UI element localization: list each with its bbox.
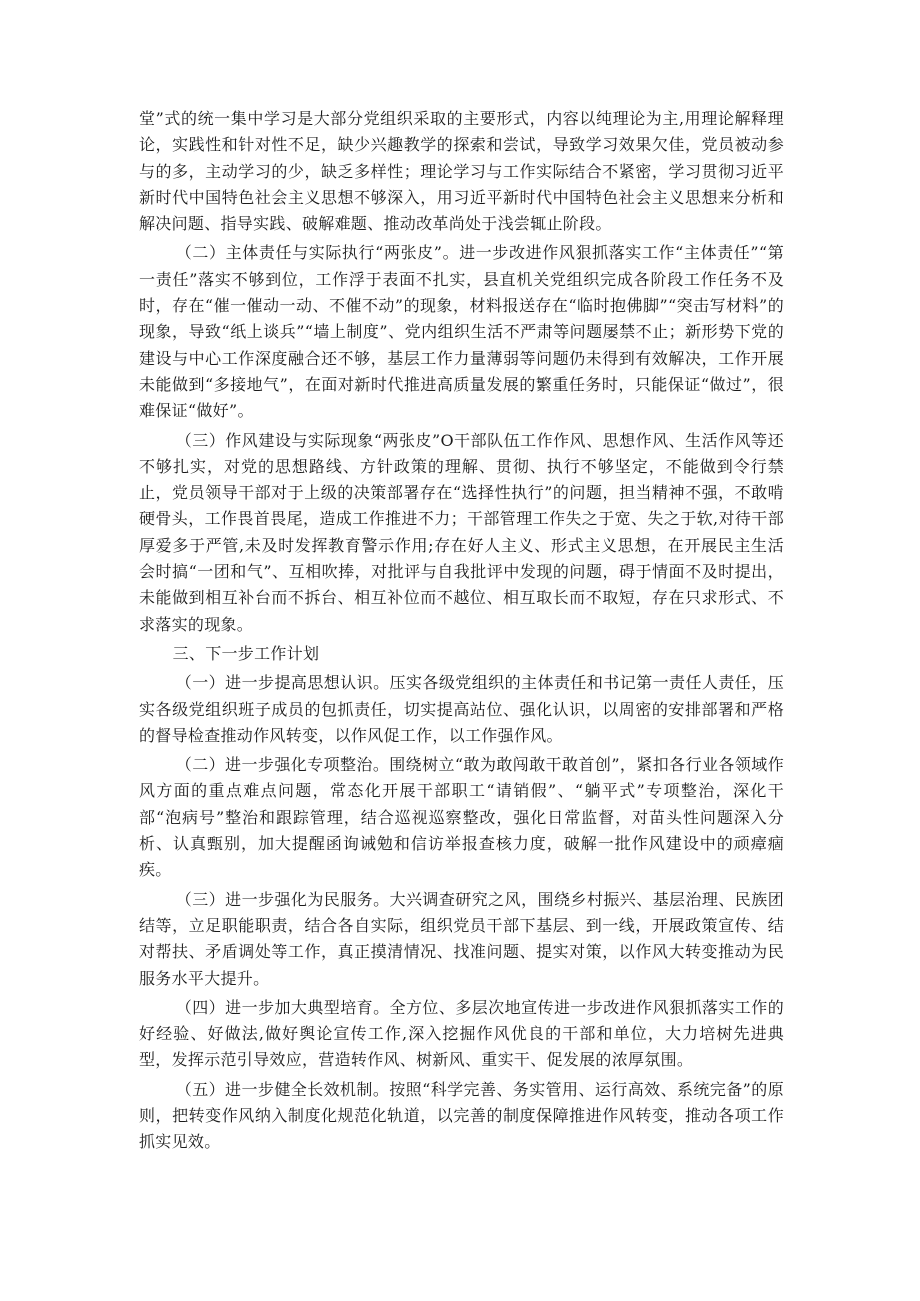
paragraph-plan-1: （一）进一步提高思想认识。压实各级党组织的主体责任和书记第一责任人责任，压实各级党组织班子成员的包抓责任，切实提高站位、强化认识，以周密的安排部署和严格的督导检查推动作风转变，以作风促工作，以工作强作风。 — [139, 673, 784, 745]
paragraph-plan-4: （四）进一步加大典型培育。全方位、多层次地宣传进一步改进作风狠抓落实工作的好经验、好做法,做好舆论宣传工作,深入挖掘作风优良的干部和单位，大力培树先进典型，发挥示范引导效应，营造转作风、树新风、重实干、促发展的浓厚氛围。 — [139, 997, 784, 1070]
paragraph-study-forms: 堂”式的统一集中学习是大部分党组织采取的主要形式，内容以纯理论为主,用理论解释理论，实践性和针对性不足，缺少兴趣教学的探索和尝试，导致学习效果欠佳，党员被动参与的多，主动学习的少，缺乏多样性；理论学习与工作实际结合不紧密，学习贯彻习近平新时代中国特色社会主义思想不够深入，用习近平新时代中国特色社会主义思想来分析和解决问题、指导实践、破解难题、推动改革尚处于浅尝辄止阶段。 — [139, 109, 784, 234]
paragraph-work-style: （三）作风建设与实际现象“两张皮”O干部队伍工作作风、思想作风、生活作风等还不够扎实，对党的思想路线、方针政策的理解、贯彻、执行不够坚定，不能做到令行禁止，党员领导干部对于上级的决策部署存在“选择性执行”的问题，担当精神不强，不敢啃硬骨头，工作畏首畏尾，造成工作推进不力；干部管理工作失之于宽、失之于软,对待干部厚爱多于严管,未及时发挥教育警示作用;存在好人主义、形式主义思想，在开展民主生活会时搞“一团和气”、互相吹捧，对批评与自我批评中发现的问题，碍于情面不及时提出，未能做到相互补台而不拆台、相互补位而不越位、相互取长而不取短，存在只求形式、不求落实的现象。 — [139, 430, 784, 634]
paragraph-plan-5: （五）进一步健全长效机制。按照“科学完善、务实管用、运行高效、系统完备”的原则，把转变作风纳入制度化规范化轨道，以完善的制度保障推进作风转变，推动各项工作抓实见效。 — [139, 1079, 784, 1152]
paragraph-plan-3: （三）进一步强化为民服务。大兴调查研究之风，围绕乡村振兴、基层治理、民族团结等，立足职能职责，结合各自实际，组织党员干部下基层、到一线，开展政策宣传、结对帮扶、矛盾调处等工作，真正摸清情况、找准问题、提实对策，以作风大转变推动为民服务水平大提升。 — [139, 889, 784, 988]
document-body — [139, 106, 784, 1159]
section-heading-next-steps: 三、下一步工作计划 — [172, 643, 320, 663]
paragraph-main-responsibility: （二）主体责任与实际执行“两张皮”。进一步改进作风狠抓落实工作“主体责任”“第一责任”落实不够到位，工作浮于表面不扎实，县直机关党组织完成各阶段工作任务不及时，存在“催一催动一动、不催不动”的现象，材料报送存在“临时抱佛脚”“突击写材料”的现象，导致“纸上谈兵”“墙上制度”、党内组织生活不严肃等问题屡禁不止；新形势下党的建设与中心工作深度融合还不够，基层工作力量薄弱等问题仍未得到有效解决，工作开展未能做到“多接地气”，在面对新时代推进高质量发展的繁重任务时，只能保证“做过”，很难保证“做好”。 — [139, 243, 784, 421]
paragraph-plan-2: （二）进一步强化专项整治。围绕树立“敢为敢闯敢干敢首创”，紧扣各行业各领域作风方面的重点难点问题，常态化开展干部职工“请销假”、“躺平式”专项整治，深化干部“泡病号”整治和跟踪管理，结合巡视巡察整改，强化日常监督，对苗头性问题深入分析、认真甄别，加大提醒函询诫勉和信访举报查核力度，破解一批作风建设中的顽瘴痼疾。 — [139, 755, 784, 880]
